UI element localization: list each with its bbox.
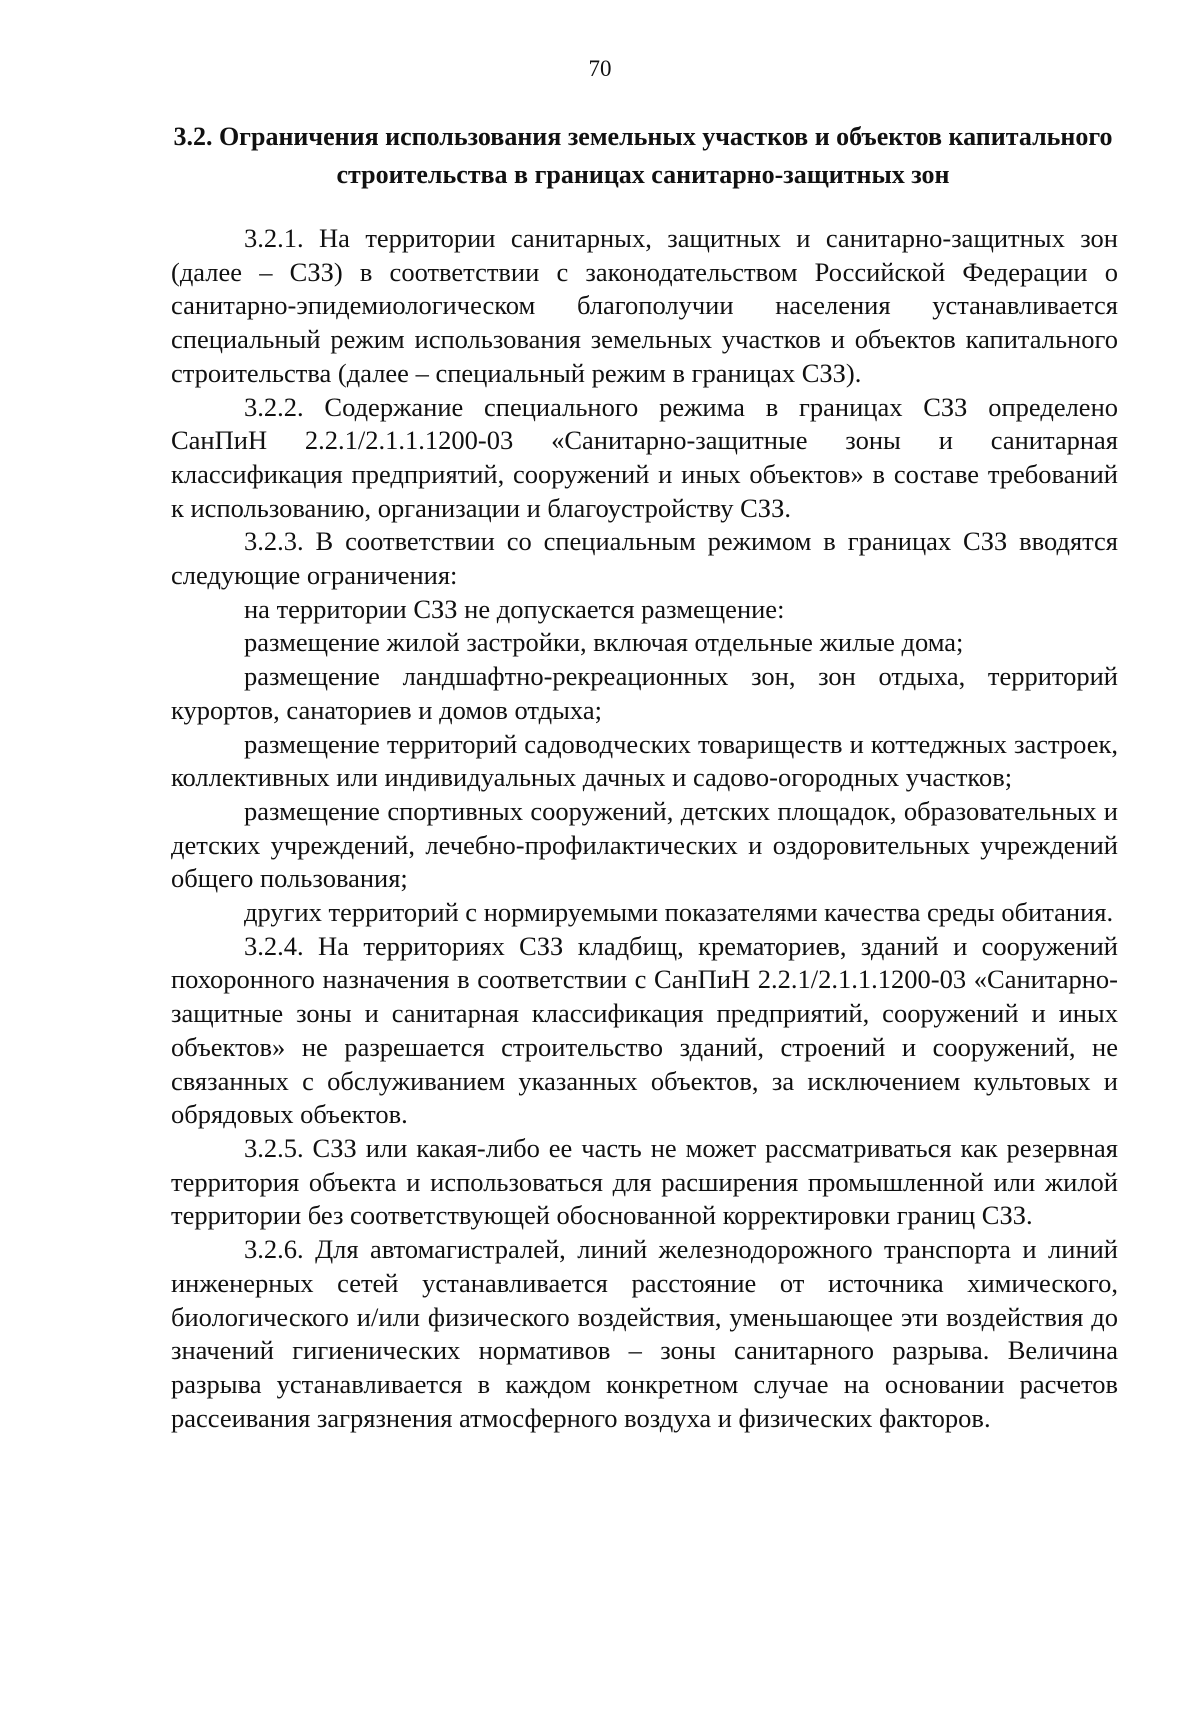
- paragraph-3-2-1: 3.2.1. На территории санитарных, защитных и санитарно-защитных зон (далее – СЗЗ) в соответствии с законодательством Российской Федерации о санитарно-эпидемиологическом благополучии населения устанавливается специальный режим использования земельных участков и объектов капитального строительства (далее – специальный режим в границах СЗЗ).: [171, 223, 1118, 388]
- restriction-item: размещение жилой застройки, включая отдельные жилые дома;: [244, 627, 964, 658]
- restriction-item: размещение ландшафтно-рекреационных зон, зон отдыха, территорий курортов, санаториев и домов отдыха;: [171, 661, 1118, 725]
- paragraph-3-2-6: 3.2.6. Для автомагистралей, линий железнодорожного транспорта и линий инженерных сетей устанавливается расстояние от источника химического, биологического и/или физического воздействия, уменьшающее эти воздействия до значений гигиенических нормативов – зоны санитарного разрыва. Величина разрыва устанавливается в каждом конкретном случае на основании расчетов рассеивания загрязнения атмосферного воздуха и физических факторов.: [171, 1234, 1118, 1433]
- restriction-item: размещение спортивных сооружений, детских площадок, образовательных и детских учреждений, лечебно-профилактических и оздоровительных учреждений общего пользования;: [171, 795, 1118, 894]
- body-text: [171, 222, 1118, 1435]
- restriction-item: других территорий с нормируемыми показателями качества среды обитания.: [244, 897, 1114, 928]
- section-heading: 3.2. Ограничения использования земельных участков и объектов капитального строительства в границах санитарно-защитных зон: [173, 122, 1113, 189]
- paragraph-3-2-3: 3.2.3. В соответствии со специальным режимом в границах СЗЗ вводятся следующие ограничения:: [171, 526, 1118, 591]
- page-number: 70: [588, 56, 612, 81]
- restriction-item: размещение территорий садоводческих товариществ и коттеджных застроек, коллективных или индивидуальных дачных и садово-огородных участков;: [171, 728, 1118, 793]
- paragraph-3-2-5: 3.2.5. СЗЗ или какая-либо ее часть не может рассматриваться как резервная территория объекта и использоваться для расширения промышленной или жилой территории без соответствующей обоснованной корректировки границ СЗЗ.: [171, 1132, 1118, 1231]
- paragraph-3-2-4: 3.2.4. На территориях СЗЗ кладбищ, крематориев, зданий и сооружений похоронного назначения в соответствии с СанПиН 2.2.1/2.1.1.1200-03 «Санитарно-защитные зоны и санитарная классификация предприятий, сооружений и иных объектов» не разрешается строительство зданий, строений и сооружений, не связанных с обслуживанием указанных объектов, за исключением культовых и обрядовых объектов.: [171, 930, 1118, 1130]
- restriction-intro: на территории СЗЗ не допускается размещение:: [244, 593, 785, 624]
- paragraph-3-2-2: 3.2.2. Содержание специального режима в границах СЗЗ определено СанПиН 2.2.1/2.1.1.1200-03 «Санитарно-защитные зоны и санитарная классификация предприятий, сооружений и иных объектов» в составе требований к использованию, организации и благоустройству СЗЗ.: [171, 391, 1118, 523]
